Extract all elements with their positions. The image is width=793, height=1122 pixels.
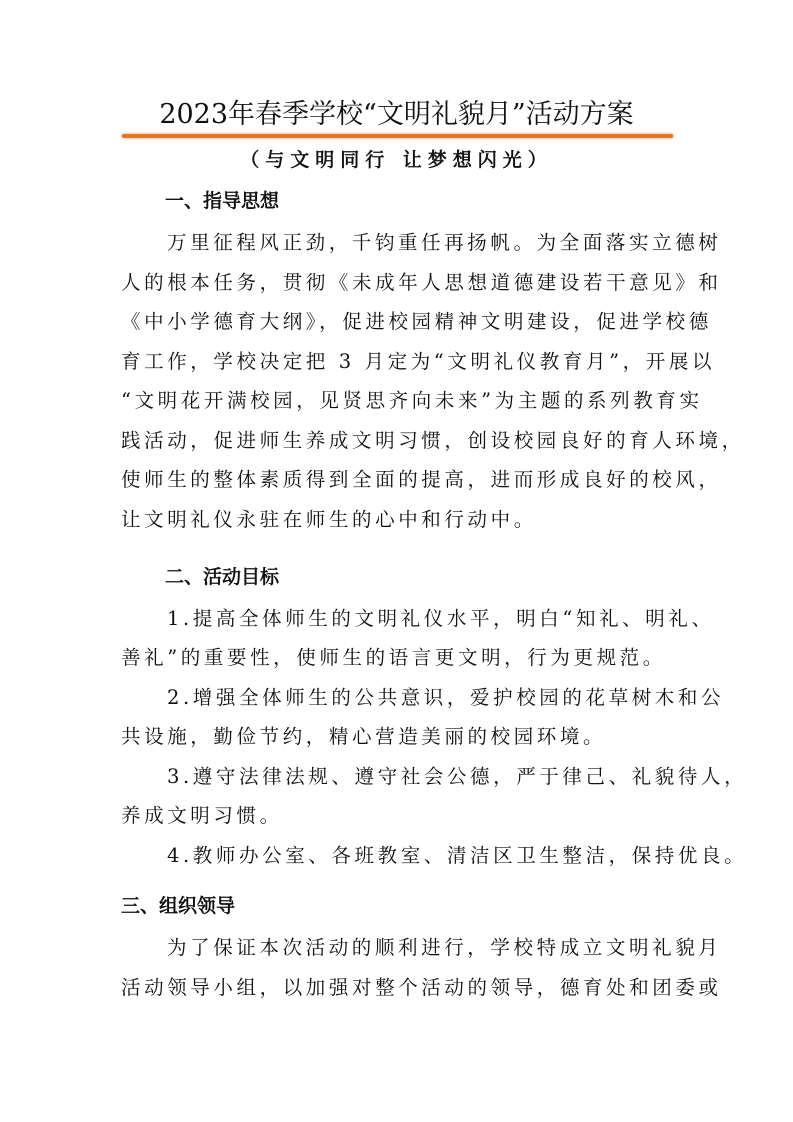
paragraph-line: 践活动，促进师生养成文明习惯，创设校园良好的育人环境， — [121, 429, 745, 452]
paragraph-line: 养成文明习惯。 — [121, 804, 283, 827]
document-subtitle: （与文明同行 让梦想闪光） — [240, 149, 553, 171]
paragraph-line: 善礼”的重要性，使师生的语言更文明，行为更规范。 — [121, 646, 666, 669]
paragraph-line: 万里征程风正劲，千钧重任再扬帆。为全面落实立德树 — [167, 231, 722, 254]
paragraph-line: 让文明礼仪永驻在师生的心中和行动中。 — [121, 508, 537, 531]
goal-item-3: 3.遵守法律法规、遵守社会公德，严于律己、礼貌待人， — [167, 765, 748, 788]
goal-item-1: 1.提高全体师生的文明礼仪水平，明白“知礼、明礼、 — [167, 607, 715, 630]
goal-item-4: 4.教师办公室、各班教室、清洁区卫生整洁，保持优良。 — [167, 844, 748, 867]
section-heading-activity-goals: 二、活动目标 — [165, 566, 280, 588]
title-underline — [122, 134, 673, 138]
document-title: 2023年春季学校“文明礼貌月”活动方案 — [159, 99, 634, 130]
paragraph-line: 共设施，勤俭节约，精心营造美丽的校园环境。 — [121, 725, 607, 748]
section-heading-guiding-ideology: 一、指导思想 — [165, 190, 280, 212]
paragraph-line: “文明花开满校园，见贤思齐向未来”为主题的系列教育实 — [121, 389, 703, 412]
paragraph-line: 为了保证本次活动的顺利进行，学校特成立文明礼貌月 — [167, 936, 722, 959]
paragraph-line: 使师生的整体素质得到全面的提高，进而形成良好的校风， — [121, 468, 722, 491]
paragraph-line: 《中小学德育大纲》，促进校园精神文明建设，促进学校德 — [121, 310, 712, 333]
paragraph-line: 人的根本任务，贯彻《未成年人思想道德建设若干意见》和 — [121, 271, 722, 294]
paragraph-line: 育工作，学校决定把 3 月定为“文明礼仪教育月”，开展以 — [121, 350, 716, 373]
paragraph-line: 活动领导小组，以加强对整个活动的领导，德育处和团委或 — [121, 976, 722, 999]
goal-item-2: 2.增强全体师生的公共意识，爱护校园的花草树木和公 — [167, 686, 725, 709]
section-heading-organization-leadership: 三、组织领导 — [121, 895, 236, 917]
